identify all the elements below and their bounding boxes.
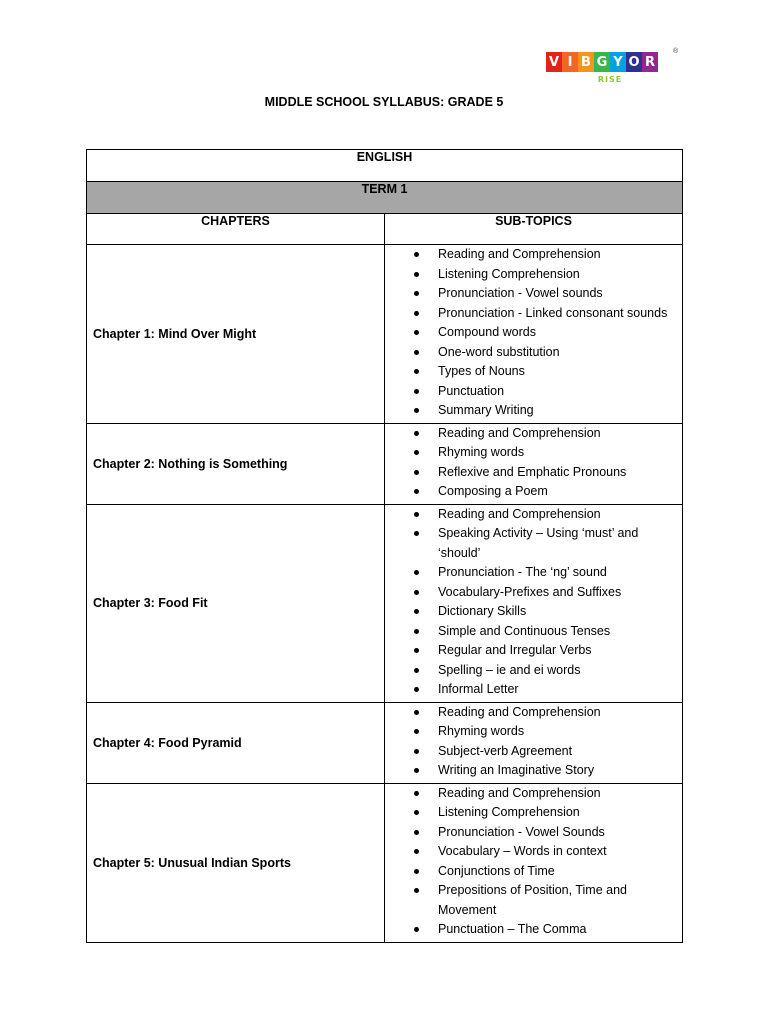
bullet-icon xyxy=(414,489,419,494)
subtopic-item xyxy=(385,803,678,823)
bullet-icon xyxy=(414,311,419,316)
subtopic-text: Pronunciation - The ‘ng’ sound xyxy=(438,565,607,579)
subtopic-item xyxy=(385,382,678,402)
chapter-row xyxy=(87,702,683,783)
subtopic-item xyxy=(385,722,678,742)
registered-mark: ® xyxy=(673,48,679,55)
chapter-row xyxy=(87,245,683,424)
subtopic-text: Punctuation xyxy=(438,383,505,398)
subtopic-text: Writing an Imaginative Story xyxy=(438,763,595,777)
subtopic-list xyxy=(385,505,682,702)
subtopic-item xyxy=(385,583,678,603)
subtopic-text: Regular and Irregular Verbs xyxy=(438,643,592,657)
bullet-icon xyxy=(414,369,419,374)
bullet-icon xyxy=(414,470,419,475)
bullet-icon xyxy=(414,687,419,692)
subtopic-item xyxy=(385,823,678,843)
subject-row xyxy=(87,150,683,182)
subtopic-item xyxy=(385,343,678,363)
logo-letters xyxy=(546,52,680,72)
bullet-icon xyxy=(414,512,419,517)
subtopics-cell xyxy=(385,702,683,783)
logo-letter: R xyxy=(642,52,658,72)
subtopic-text: Pronunciation - Vowel sounds xyxy=(438,286,603,300)
bullet-icon xyxy=(414,408,419,413)
subtopic-item xyxy=(385,424,678,444)
chapter-name: Chapter 1: Mind Over Might xyxy=(87,245,385,424)
column-header-row xyxy=(87,214,683,245)
vibgyor-rise-logo xyxy=(546,48,680,88)
subtopic-item xyxy=(385,742,678,762)
subtopic-text: Subject-verb Agreement xyxy=(438,743,573,758)
subtopic-list xyxy=(385,784,682,942)
subtopic-text: Spelling – ie and ei words xyxy=(438,662,581,677)
bullet-icon xyxy=(414,350,419,355)
logo-letter: V xyxy=(546,52,562,72)
subtopic-text: Punctuation – The Comma xyxy=(438,922,587,936)
logo-letter: O xyxy=(626,52,642,72)
subtopic-item xyxy=(385,505,678,525)
subtopic-text: Vocabulary-Prefixes and Suffixes xyxy=(438,584,622,599)
bullet-icon xyxy=(414,888,419,893)
subtopic-item xyxy=(385,304,678,324)
subtopic-text: Reading and Comprehension xyxy=(438,425,601,440)
bullet-icon xyxy=(414,330,419,335)
subtopic-text: Summary Writing xyxy=(438,403,534,417)
subtopic-item xyxy=(385,784,678,804)
bullet-icon xyxy=(414,450,419,455)
subtopic-item xyxy=(385,463,678,483)
bullet-icon xyxy=(414,609,419,614)
bullet-icon xyxy=(414,431,419,436)
subtopic-text: Pronunciation - Vowel Sounds xyxy=(438,824,605,839)
subtopic-text: One-word substitution xyxy=(438,344,560,359)
term-heading: TERM 1 xyxy=(87,182,683,214)
subtopic-item xyxy=(385,661,678,681)
subtopic-item xyxy=(385,761,678,781)
subtopic-list xyxy=(385,245,682,423)
bullet-icon xyxy=(414,830,419,835)
subtopic-text: Types of Nouns xyxy=(438,364,525,378)
chapter-name: Chapter 3: Food Fit xyxy=(87,504,385,702)
bullet-icon xyxy=(414,849,419,854)
bullet-icon xyxy=(414,629,419,634)
subtopic-text: Rhyming words xyxy=(438,445,525,459)
subtopic-text: Listening Comprehension xyxy=(438,266,580,281)
subtopic-text: Reading and Comprehension xyxy=(438,785,601,800)
logo-subtitle: RISE xyxy=(597,75,623,84)
subtopic-item xyxy=(385,245,678,265)
subtopic-item xyxy=(385,401,678,421)
bullet-icon xyxy=(414,710,419,715)
bullet-icon xyxy=(414,590,419,595)
subtopic-text: Reflexive and Emphatic Pronouns xyxy=(438,464,627,479)
bullet-icon xyxy=(414,570,419,575)
subtopic-text: Prepositions of Position, Time and Movement xyxy=(438,883,627,917)
logo-letter: G xyxy=(594,52,610,72)
subtopics-cell xyxy=(385,504,683,702)
subtopic-text: Pronunciation - Linked consonant sounds xyxy=(438,305,668,320)
subtopic-item xyxy=(385,602,678,622)
subtopic-text: Reading and Comprehension xyxy=(438,506,601,521)
subtopic-item xyxy=(385,920,678,940)
subtopic-text: Simple and Continuous Tenses xyxy=(438,623,611,638)
subtopic-text: Dictionary Skills xyxy=(438,604,527,618)
subject-heading: ENGLISH xyxy=(87,150,683,182)
subtopic-text: Conjunctions of Time xyxy=(438,863,555,878)
bullet-icon xyxy=(414,927,419,932)
logo-letter: Y xyxy=(610,52,626,72)
chapter-row xyxy=(87,423,683,504)
subtopic-text: Composing a Poem xyxy=(438,484,548,498)
subtopics-cell xyxy=(385,245,683,424)
subtopic-text: Speaking Activity – Using ‘must’ and ‘should’ xyxy=(438,526,639,560)
subtopic-item xyxy=(385,563,678,583)
subtopics-cell xyxy=(385,783,683,942)
bullet-icon xyxy=(414,291,419,296)
bullet-icon xyxy=(414,768,419,773)
chapter-name: Chapter 5: Unusual Indian Sports xyxy=(87,783,385,942)
subtopic-text: Rhyming words xyxy=(438,724,525,738)
subtopic-list xyxy=(385,424,682,504)
logo-letter: B xyxy=(578,52,594,72)
chapter-row xyxy=(87,504,683,702)
subtopic-text: Reading and Comprehension xyxy=(438,247,601,261)
subtopic-item xyxy=(385,622,678,642)
chapter-name: Chapter 2: Nothing is Something xyxy=(87,423,385,504)
subtopic-item xyxy=(385,482,678,502)
term-row xyxy=(87,182,683,214)
bullet-icon xyxy=(414,272,419,277)
subtopic-item xyxy=(385,443,678,463)
bullet-icon xyxy=(414,531,419,536)
subtopic-text: Vocabulary – Words in context xyxy=(438,844,607,858)
bullet-icon xyxy=(414,729,419,734)
bullet-icon xyxy=(414,810,419,815)
logo-letter: I xyxy=(562,52,578,72)
subtopic-item xyxy=(385,323,678,343)
document-title: MIDDLE SCHOOL SYLLABUS: GRADE 5 xyxy=(264,95,504,109)
chapter-name: Chapter 4: Food Pyramid xyxy=(87,702,385,783)
bullet-icon xyxy=(414,389,419,394)
subtopic-item xyxy=(385,524,678,563)
bullet-icon xyxy=(414,668,419,673)
syllabus-table xyxy=(86,149,683,943)
subtopic-text: Reading and Comprehension xyxy=(438,704,601,719)
subtopic-text: Informal Letter xyxy=(438,682,519,696)
subtopics-cell xyxy=(385,423,683,504)
subtopic-item xyxy=(385,680,678,700)
subtopic-item xyxy=(385,265,678,285)
subtopic-item xyxy=(385,641,678,661)
bullet-icon xyxy=(414,252,419,257)
chapters-column-header: CHAPTERS xyxy=(87,214,385,245)
bullet-icon xyxy=(414,869,419,874)
subtopics-column-header: SUB-TOPICS xyxy=(385,214,683,245)
subtopic-item xyxy=(385,842,678,862)
subtopic-item xyxy=(385,862,678,882)
subtopic-item xyxy=(385,881,678,920)
subtopic-item xyxy=(385,284,678,304)
subtopic-text: Listening Comprehension xyxy=(438,805,580,819)
subtopic-list xyxy=(385,703,682,783)
subtopic-item xyxy=(385,703,678,723)
bullet-icon xyxy=(414,648,419,653)
subtopic-item xyxy=(385,362,678,382)
subtopic-text: Compound words xyxy=(438,325,536,339)
bullet-icon xyxy=(414,791,419,796)
bullet-icon xyxy=(414,749,419,754)
chapter-row xyxy=(87,783,683,942)
